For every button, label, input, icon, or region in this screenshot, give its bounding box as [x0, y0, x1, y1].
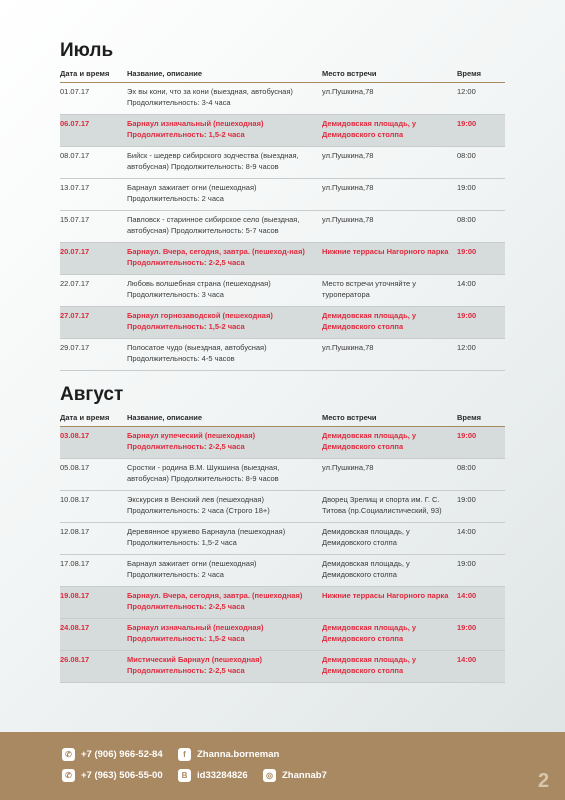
table-row: [60, 115, 505, 147]
phone-icon: ✆: [62, 769, 75, 782]
table-row: [60, 179, 505, 211]
cell-time: 19:00: [457, 431, 477, 440]
table-header: [60, 412, 505, 427]
cell-time: 19:00: [457, 119, 477, 128]
table-row: [60, 459, 505, 491]
table-row: [60, 339, 505, 371]
cell-name: Сростки - родина В.М. Шукшина (выездная, автобусная) Продолжительность: 8-9 часов: [127, 463, 280, 483]
cell-place: Демидовская площадь, у Демидовского столпа: [322, 559, 410, 579]
table-row: [60, 275, 505, 307]
cell-date: 15.07.17: [60, 215, 90, 224]
header-name: Название, описание: [127, 413, 203, 422]
phone-contact-2[interactable]: [62, 769, 163, 782]
cell-time: 08:00: [457, 215, 476, 224]
cell-name: Бийск - шедевр сибирского зодчества (выездная, автобусная) Продолжительность: 8-9 часов: [127, 151, 299, 171]
cell-time: 12:00: [457, 343, 476, 352]
cell-date: 22.07.17: [60, 279, 90, 288]
cell-place: Дворец Зрелищ и спорта им. Г. С. Титова (пр.Социалистический, 93): [322, 495, 442, 515]
cell-date: 24.08.17: [60, 623, 90, 632]
cell-time: 14:00: [457, 527, 476, 536]
cell-place: Демидовская площадь, у Демидовского столпа: [322, 655, 417, 675]
cell-time: 19:00: [457, 183, 476, 192]
cell-place: Демидовская площадь, у Демидовского столпа: [322, 431, 417, 451]
july-section: [60, 40, 505, 371]
cell-place: Нижние террасы Нагорного парка: [322, 247, 449, 256]
header-name: Название, описание: [127, 69, 203, 78]
cell-place: ул.Пушкина,78: [322, 183, 374, 192]
cell-time: 14:00: [457, 279, 476, 288]
cell-date: 19.08.17: [60, 591, 90, 600]
cell-date: 20.07.17: [60, 247, 90, 256]
cell-date: 17.08.17: [60, 559, 90, 568]
cell-place: ул.Пушкина,78: [322, 215, 374, 224]
cell-time: 19:00: [457, 495, 476, 504]
cell-name: Барнаул зажигает огни (пешеходная) Продолжительность: 2 часа: [127, 559, 257, 579]
cell-time: 19:00: [457, 247, 477, 256]
table-row: [60, 147, 505, 179]
header-place: Место встречи: [322, 69, 377, 78]
cell-name: Эх вы кони, что за кони (выездная, автобусная) Продолжительность: 3-4 часа: [127, 87, 293, 107]
august-table-body: [60, 427, 505, 683]
cell-time: 19:00: [457, 311, 477, 320]
cell-date: 26.08.17: [60, 655, 90, 664]
july-title: Июль: [60, 40, 114, 61]
header-place: Место встречи: [322, 413, 377, 422]
cell-place: ул.Пушкина,78: [322, 463, 374, 472]
cell-place: Демидовская площадь, у Демидовского столпа: [322, 527, 410, 547]
cell-place: ул.Пушкина,78: [322, 343, 374, 352]
cell-name: Барнаул. Вчера, сегодня, завтра. (пешеход-ная) Продолжительность: 2-2,5 часа: [127, 247, 305, 267]
cell-date: 05.08.17: [60, 463, 90, 472]
cell-place: Демидовская площадь, у Демидовского столпа: [322, 623, 417, 643]
cell-time: 08:00: [457, 151, 476, 160]
table-row: [60, 307, 505, 339]
cell-name: Барнаул купеческий (пешеходная) Продолжительность: 2-2,5 часа: [127, 431, 256, 451]
cell-date: 10.08.17: [60, 495, 90, 504]
cell-name: Мистический Барнаул (пешеходная) Продолжительность: 2-2,5 часа: [127, 655, 263, 675]
cell-name: Барнаул изначальный (пешеходная) Продолжительность: 1,5-2 часа: [127, 623, 264, 643]
table-row: [60, 555, 505, 587]
cell-name: Экскурсия в Венский лев (пешеходная) Продолжительность: 2 часа (Строго 18+): [127, 495, 270, 515]
cell-place: Нижние террасы Нагорного парка: [322, 591, 449, 600]
july-table-body: [60, 83, 505, 371]
table-row: [60, 523, 505, 555]
header-date: Дата и время: [60, 69, 110, 78]
cell-time: 19:00: [457, 623, 477, 632]
table-row: [60, 243, 505, 275]
vk-handle: id33284826: [197, 770, 248, 781]
table-row: [60, 619, 505, 651]
cell-date: 29.07.17: [60, 343, 90, 352]
cell-name: Барнаул горнозаводской (пешеходная) Продолжительность: 1,5-2 часа: [127, 311, 273, 331]
page-number: 2: [538, 770, 550, 792]
cell-name: Павловск - старинное сибирское село (выездная, автобусная) Продолжительность: 5-7 часов: [127, 215, 300, 235]
cell-date: 06.07.17: [60, 119, 90, 128]
august-section: [60, 384, 505, 683]
cell-place: Демидовская площадь, у Демидовского столпа: [322, 311, 417, 331]
cell-place: Демидовская площадь, у Демидовского столпа: [322, 119, 417, 139]
cell-place: Место встречи уточняйте у туроператора: [322, 279, 416, 299]
phone-icon: ✆: [62, 748, 75, 761]
cell-date: 13.07.17: [60, 183, 90, 192]
header-time: Время: [457, 69, 481, 78]
vk-contact[interactable]: [178, 769, 248, 782]
cell-date: 01.07.17: [60, 87, 90, 96]
table-row: [60, 211, 505, 243]
cell-name: Деревянное кружево Барнаула (пешеходная) Продолжительность: 1,5-2 часа: [127, 527, 286, 547]
instagram-contact[interactable]: [263, 769, 327, 782]
cell-date: 03.08.17: [60, 431, 90, 440]
august-title: Август: [60, 384, 124, 405]
instagram-icon: ◎: [263, 769, 276, 782]
facebook-handle: Zhanna.borneman: [197, 749, 280, 760]
cell-time: 14:00: [457, 655, 477, 664]
table-row: [60, 83, 505, 115]
cell-name: Барнаул. Вчера, сегодня, завтра. (пешеходная) Продолжительность: 2-2,5 часа: [127, 591, 303, 611]
phone-number-1: +7 (906) 966-52-84: [81, 749, 163, 760]
cell-time: 12:00: [457, 87, 476, 96]
contacts-footer: [0, 732, 565, 800]
cell-place: ул.Пушкина,78: [322, 151, 374, 160]
header-date: Дата и время: [60, 413, 110, 422]
cell-date: 12.08.17: [60, 527, 90, 536]
cell-name: Любовь волшебная страна (пешеходная) Продолжительность: 3 часа: [127, 279, 271, 299]
cell-name: Барнаул зажигает огни (пешеходная) Продолжительность: 2 часа: [127, 183, 257, 203]
cell-time: 14:00: [457, 591, 477, 600]
cell-date: 27.07.17: [60, 311, 90, 320]
cell-time: 19:00: [457, 559, 476, 568]
facebook-contact[interactable]: [178, 748, 279, 761]
header-time: Время: [457, 413, 481, 422]
cell-place: ул.Пушкина,78: [322, 87, 374, 96]
table-row: [60, 651, 505, 683]
vk-icon: B: [178, 769, 191, 782]
phone-contact-1[interactable]: [62, 748, 163, 761]
table-row: [60, 587, 505, 619]
instagram-handle: Zhannab7: [282, 770, 327, 781]
phone-number-2: +7 (963) 506-55-00: [81, 770, 163, 781]
table-row: [60, 491, 505, 523]
facebook-icon: f: [178, 748, 191, 761]
table-row: [60, 427, 505, 459]
cell-date: 08.07.17: [60, 151, 90, 160]
table-header: [60, 68, 505, 83]
cell-time: 08:00: [457, 463, 476, 472]
cell-name: Барнаул изначальный (пешеходная) Продолжительность: 1,5-2 часа: [127, 119, 264, 139]
cell-name: Полосатое чудо (выездная, автобусная) Продолжительность: 4-5 часов: [127, 343, 267, 363]
